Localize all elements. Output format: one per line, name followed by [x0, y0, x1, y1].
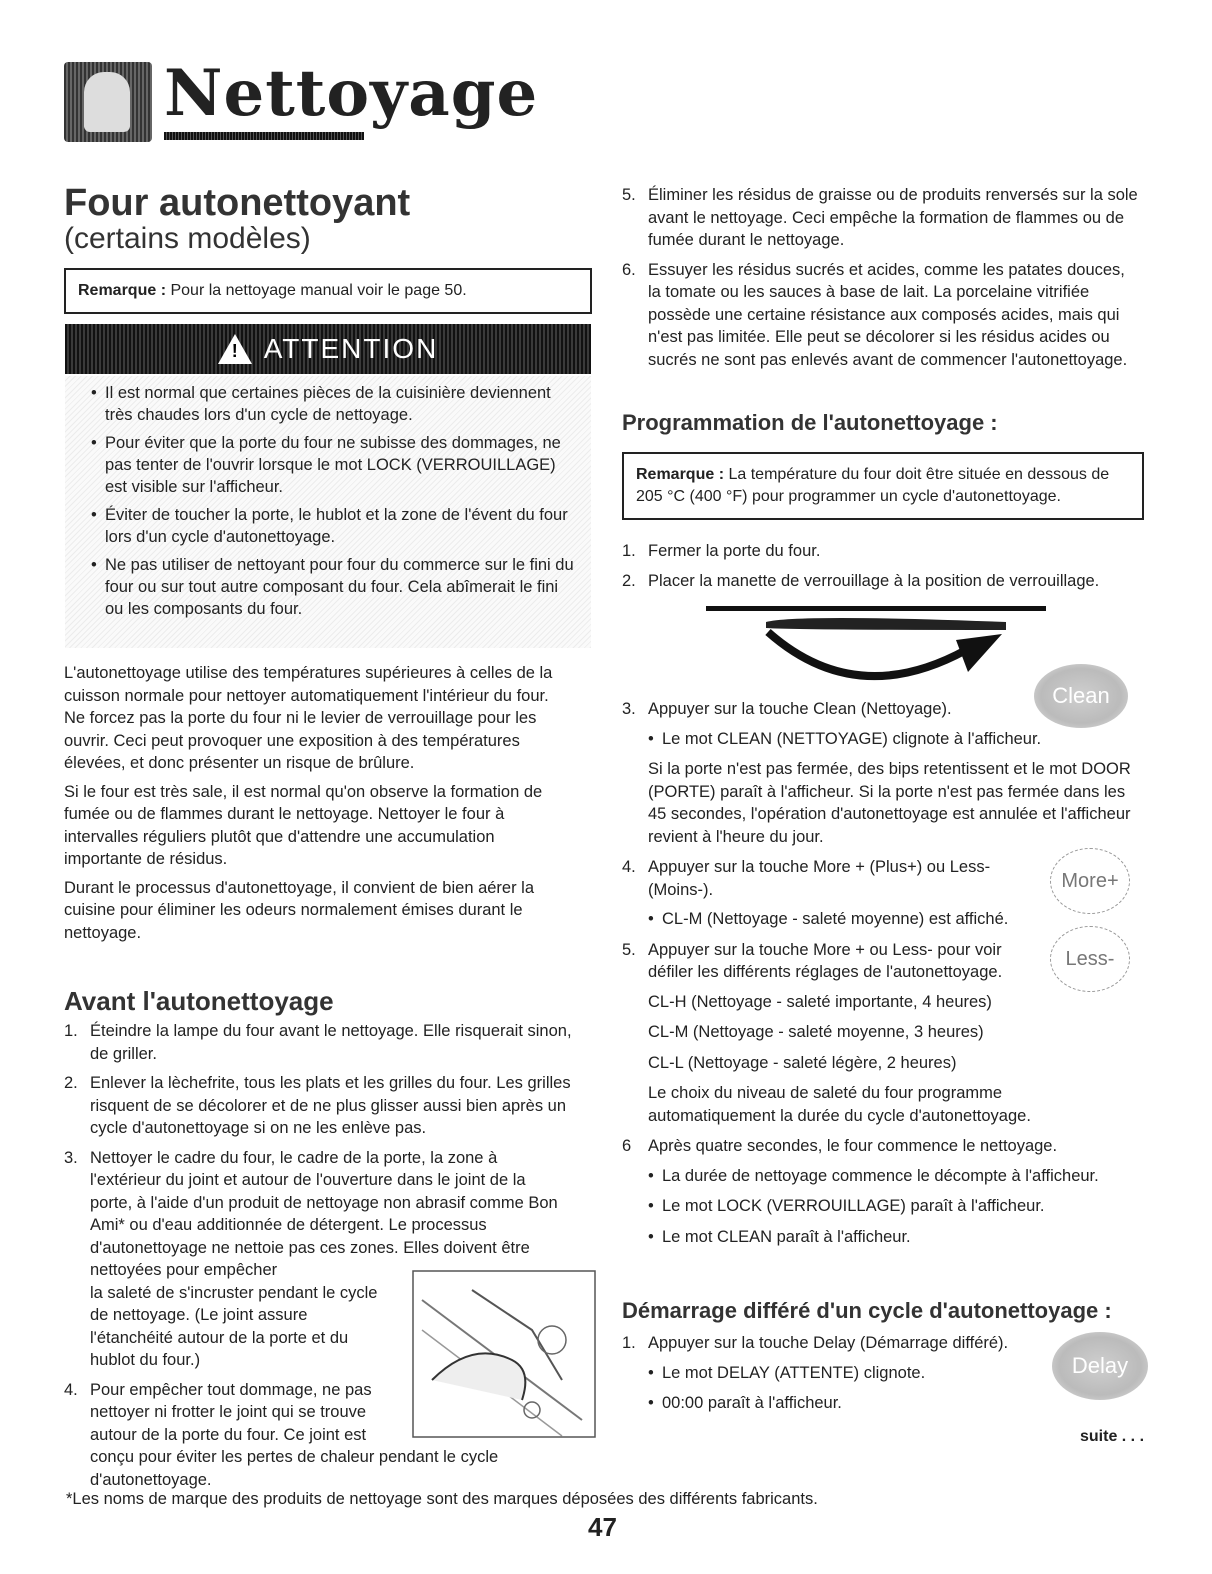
list-item — [64, 1072, 572, 1140]
door-gasket-illustration — [412, 1270, 596, 1438]
warning-label: ATTENTION — [263, 333, 439, 364]
sub-item: • Le mot CLEAN paraît à l'afficheur. — [622, 1226, 1142, 1249]
list-item — [64, 1020, 572, 1065]
item-text: Nettoyer le cadre du four, le cadre de la porte, la zone à l'extérieur du joint et autour de l'ouverture dans le joint de la porte, à l'aide d'un produit de nettoyage non abrasif comme Bon Ami* ou d'eau additionnée de détergent. Le processus d'autonettoyage ne nettoie pas ces zones. Elles doivent être nettoyées pour empêcher — [90, 1148, 558, 1279]
warning-item: • Éviter de toucher la porte, le hublot et la zone de l'évent du four lors d'un cycle d'autonettoyage. — [105, 504, 581, 548]
item-number: 1. — [64, 1022, 78, 1040]
note-paragraph: Le choix du niveau de saleté du four programme automatiquement la durée du cycle d'autonettoyage. — [648, 1084, 1031, 1125]
sub-item: • La durée de nettoyage commence le décompte à l'afficheur. — [622, 1165, 1142, 1188]
item-text: Pour empêcher tout dommage, ne pas nettoyer ni frotter le joint qui se trouve autour de la porte du four. Ce joint est — [90, 1380, 372, 1444]
note-text: La température du four doit être située en dessous de 205 °C (400 °F) pour programmer un cycle d'autonettoyage. — [636, 466, 1110, 505]
more-key-icon: More+ — [1050, 848, 1130, 914]
list-item — [622, 184, 1142, 252]
item-number: 6 — [622, 1137, 632, 1155]
item-number: 4. — [64, 1380, 78, 1399]
delay-steps — [622, 1332, 1042, 1423]
warning-icon — [218, 334, 252, 364]
lock-lever-illustration — [706, 600, 1046, 684]
sub-item: • Le mot LOCK (VERROUILLAGE) paraît à l'afficheur. — [622, 1195, 1142, 1218]
sub-item: • 00:00 paraît à l'afficheur. — [622, 1392, 1042, 1415]
list-item — [64, 1379, 400, 1447]
item-text: Appuyer sur la touche Clean (Nettoyage). — [648, 700, 952, 718]
less-key-icon: Less- — [1050, 926, 1130, 992]
item-number: 2. — [64, 1074, 78, 1092]
note-paragraph: Si la porte n'est pas fermée, des bips retentissent et le mot DOOR (PORTE) paraît à l'afficheur. Si la porte n'est pas fermée dans les 45 secondes, l'opération d'autonettoyage est annulée et l'afficheur revient à l'heure du jour. — [648, 760, 1131, 846]
heading-programming: Programmation de l'autonettoyage : — [622, 410, 998, 435]
item-number: 5. — [622, 186, 636, 204]
list-item — [622, 1135, 1142, 1158]
paragraph: Si le four est très sale, il est normal qu'on observe la formation de fumée ou de flammes durant le nettoyage. Nettoyer le four à intervalles réguliers plutôt que d'attendre une accumulation importante de résidus. — [64, 782, 543, 868]
intro-paragraphs — [64, 662, 572, 950]
warning-list — [65, 376, 591, 648]
note-box — [622, 452, 1144, 520]
sub-item: • Le mot CLEAN (NETTOYAGE) clignote à l'afficheur. — [622, 728, 1142, 751]
item-text: Éliminer les résidus de graisse ou de produits renversés sur la sole avant le nettoyage. Ceci empêche la formation de flammes ou de fumée durant le nettoyage. — [648, 186, 1138, 249]
item-number: 6. — [622, 260, 636, 279]
item-text: Appuyer sur la touche More + ou Less- pour voir défiler les différents réglages de l'autonettoyage. — [648, 940, 1003, 981]
right-top-list — [622, 184, 1142, 378]
item-text: Appuyer sur la touche More + (Plus+) ou Less- (Moins-). — [648, 858, 991, 899]
item-text-cont: conçu pour éviter les pertes de chaleur pendant le cycle d'autonettoyage. — [90, 1448, 499, 1489]
sub-item: • Le mot DELAY (ATTENTE) clignote. — [622, 1362, 1042, 1385]
level-item: CL-H (Nettoyage - saleté importante, 4 heures) — [648, 992, 992, 1011]
level-item: CL-M (Nettoyage - saleté moyenne, 3 heures) — [648, 1023, 984, 1041]
note-text: Pour la nettoyage manual voir le page 50. — [166, 282, 467, 299]
item-number: 1. — [622, 542, 636, 560]
section-title: Nettoyage — [164, 56, 539, 131]
sub-item: • CL-M (Nettoyage - saleté moyenne) est affiché. — [622, 908, 1142, 931]
item-text: Éteindre la lampe du four avant le nettoyage. Elle risquerait sinon, de griller. — [90, 1022, 572, 1063]
item-number: 3. — [64, 1148, 78, 1167]
paragraph: Durant le processus d'autonettoyage, il convient de bien aérer la cuisine pour éliminer les odeurs normalement émises durant le nettoyage. — [64, 878, 535, 942]
list-item — [622, 1332, 1042, 1355]
footnote: *Les noms de marque des produits de nettoyage sont des marques déposées des différents fabricants. — [66, 1490, 818, 1508]
item-number: 1. — [622, 1334, 636, 1352]
heading-before-clean: Avant l'autonettoyage — [64, 986, 334, 1016]
prog-steps-top — [622, 540, 1142, 599]
item-number: 3. — [622, 700, 636, 718]
note-label: Remarque : — [78, 282, 167, 299]
continued-label: suite . . . — [1080, 1428, 1145, 1445]
page-number: 47 — [588, 1512, 617, 1542]
item-text: Placer la manette de verrouillage à la position de verrouillage. — [648, 571, 1100, 590]
warning-banner — [65, 324, 591, 374]
level-item: CL-L (Nettoyage - saleté légère, 2 heures) — [648, 1053, 957, 1072]
list-item — [622, 939, 1048, 984]
subheading-models: (certains modèles) — [64, 222, 311, 255]
note-label: Remarque : — [636, 466, 725, 483]
item-text: Fermer la porte du four. — [648, 542, 821, 560]
list-item — [622, 570, 1142, 593]
heading-delay-start: Démarrage différé d'un cycle d'autonettoyage : — [622, 1298, 1112, 1323]
warning-item: • Ne pas utiliser de nettoyant pour four du commerce sur le fini du four ou sur tout autre composant du four. Cela abîmerait le fini ou les composants du four. — [105, 554, 581, 620]
item-text-cont: la saleté de s'incruster pendant le cycle de nettoyage. (Le joint assure l'étanchéité autour de la porte et du hublot du four.) — [90, 1283, 378, 1369]
item-number: 5. — [622, 940, 636, 959]
item-text: Appuyer sur la touche Delay (Démarrage différé). — [648, 1334, 1009, 1352]
heading-self-clean: Four autonettoyant — [64, 182, 411, 224]
item-text: Enlever la lèchefrite, tous les plats et les grilles du four. Les grilles risquent de se décolorer et de ne plus glisser aussi bien après un cycle d'autonettoyage si on ne les enlève pas. — [90, 1074, 571, 1137]
item-number: 4. — [622, 858, 636, 876]
paragraph: L'autonettoyage utilise des températures supérieures à celles de la cuisson normale pour nettoyer automatiquement l'intérieur du four. Ne forcez pas la porte du four ni le levier de verrouillage pour les ouvrir. Ceci peut provoquer une exposition à des températures élevées, et donc présenter un risque de brûlure. — [64, 664, 553, 772]
list-item — [622, 856, 1028, 901]
warning-item: • Il est normal que certaines pièces de la cuisinière deviennent très chaudes lors d'un cycle de nettoyage. — [105, 382, 581, 426]
warning-item: • Pour éviter que la porte du four ne subisse des dommages, ne pas tenter de l'ouvrir lorsque le mot LOCK (VERROUILLAGE) est visible sur l'afficheur. — [105, 432, 581, 498]
list-item — [622, 259, 1142, 372]
item-number: 2. — [622, 571, 636, 590]
title-underline — [164, 132, 364, 140]
item-text: Après quatre secondes, le four commence le nettoyage. — [648, 1137, 1058, 1155]
list-item — [622, 540, 1142, 563]
oven-cleaning-icon — [64, 62, 152, 142]
note-box — [64, 268, 592, 314]
item-text: Essuyer les résidus sucrés et acides, comme les patates douces, la tomate ou les sauces à base de lait. La porcelaine vitrifiée possède une certaine résistance aux composés acides, mais qui n'est pas limitée. Elle peut se décolorer si les résidus acides ou sucrés ne sont pas enlevés avant de commencer l'autonettoyage. — [648, 260, 1128, 369]
delay-key-icon: Delay — [1052, 1332, 1148, 1400]
clean-key-icon: Clean — [1034, 664, 1128, 728]
